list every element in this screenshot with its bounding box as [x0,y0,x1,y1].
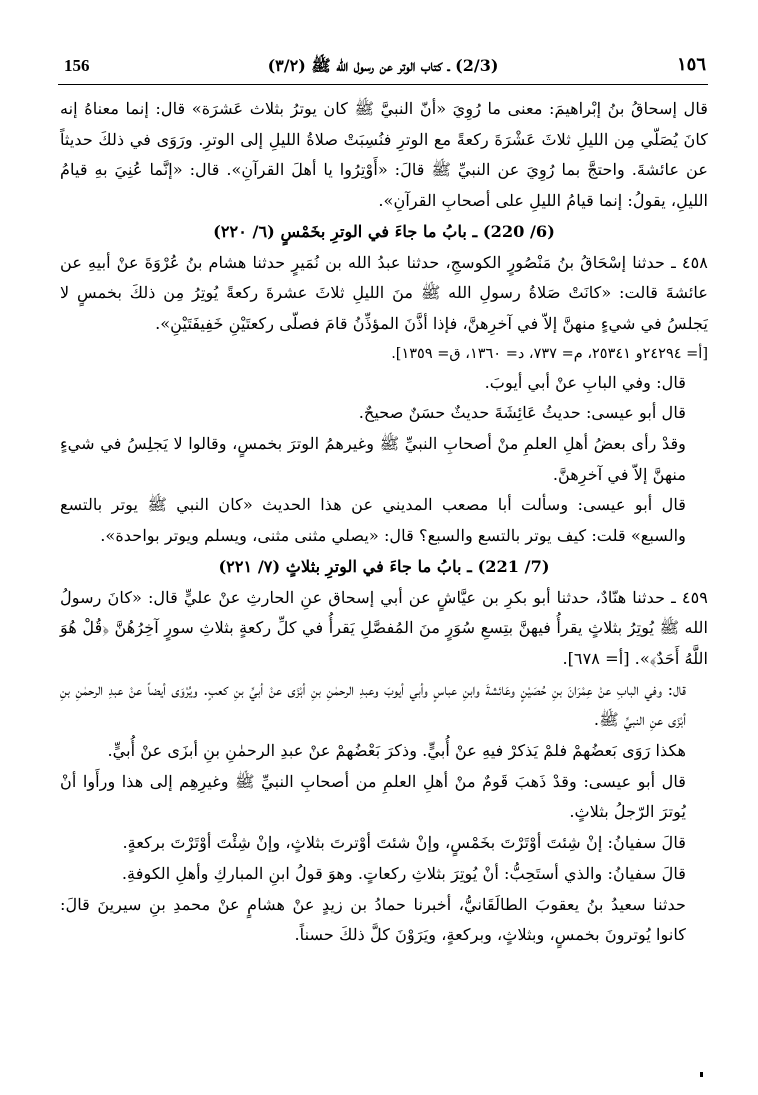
hadith-458: ٤٥٨ ـ حدثنا إسْحَاقُ بنُ مَنْصُورٍ الكوسجِ، حدثنا عبدُ الله بن نُمَيرٍ حدثنا هشام بنُ عُرْوَةَ عنْ أبيهِ عن عائشةَ قالت: «كانَتْ صَلاةُ رسولِ الله ﷺ منَ الليلِ ثلاثَ عشرةَ ركعةً يُوتِرُ مِن ذلكَ بخمسٍ لا يَجلسُ في شيءٍ منهنَّ إلاّ في آخرِهنَّ، فإذا أذَّنَ المؤذِّنُ قامَ فصلّى ركعتَيْنِ خَفِيفَتَيْنِ». [60,252,708,333]
page-header [58,52,708,85]
paragraph-sufyan-choice: قالَ سفيانُ: إنْ شِئتَ أوْتَرْتَ بخَمْسٍ، وإنْ شئتَ أوْترتَ بثلاثٍ، وإنْ شِئْتَ أوْتَرْتَ بركعةٍ. [122,833,686,853]
paragraph-abu-musab-question: قال أبو عيسى: وسألت أبا مصعب المديني عن هذا الحديث «كان النبي ﷺ يوتر بالتسع والسبع» قلت: كيف يوتر بالتسع والسبع؟ قال: «يصلي مثنى مثنى، ويسلم ويوتر بواحدة». [60,495,686,546]
paragraph-bab-narrators: قال: وفي البابِ عنْ عِمْرَانَ بنِ حُصَيْنٍ وعَائشةَ وابنِ عباسٍ وأبي أيوبَ وعبدِ الرحمٰنِ بنِ أبْزَى عنْ أبيِّ بنِ كعبٍ. ويُرْوَى أيضاً عنْ عبدِ الرحمٰنِ بنِ أبْزَى عنِ النبيِّ ﷺ. [60,679,686,730]
paragraph-witr-three-opinion: قال أبو عيسى: وقدْ ذَهبَ قَومٌ منْ أهلِ العلمِ من أصحابِ النبيِّ ﷺ وغيرِهِم إلى هذا ورأَوا أنْ يُوترَ الرّجلُ بثلاثٍ. [60,771,686,822]
chapter-heading-witr-five: (6/ 220) ـ بابُ ما جاءَ في الوترِ بخَمْسٍ (٦/ ٢٢٠) [213,221,555,241]
paragraph-ibn-sirin: حدثنا سعيدُ بنُ يعقوبَ الطالَقَانيُّ، أخبرنا حمادُ بن زيدٍ عنْ هشامٍ عنْ محمدِ بنِ سيرينَ قالَ: كانوا يُوترونَ بخمسٍ، وبثلاثٍ، وبركعةٍ، ويَرَوْنَ كلَّ ذلكَ حسناً. [60,894,686,945]
paragraph-narration-variants: هكذا رَوَى بَعضُهمْ فلمْ يَذكرْ فيهِ عنْ أُبيٍّ. وذكرَ بَعْضُهمْ عنْ عبدِ الرحمٰنِ بنِ أبزَى عنْ أُبيٍّ. [107,741,686,761]
paragraph-bab-abu-ayyub: قال: وفي البابِ عنْ أبي أيوبَ. [484,372,686,392]
footer-mark [700,1072,703,1077]
paragraph-ishaq-commentary: قال إسحاقُ بنُ إبْراهيمَ: معنى ما رُوِيَ «أنّ النبيَّ ﷺ كان يوترُ بثلاث عَشرَة» قال: إنما معناهُ إنه كانَ يُصَلّي مِن الليلِ ثلاثَ عَشْرَةَ ركعةً مع الوترِ فنُسِبَتْ صلاةُ الليلِ إلى الوترِ. ورَوَى في ذلكَ حديثاً عن عائشةَ. واحتجَّ بما رُوِيَ عن النبيِّ ﷺ قالَ: «أَوْتِرُوا يا أهلَ القرآنِ». قال: «إنَّما عُنِيَ بهِ قيامُ الليلِ، يقولُ: إنما قيامُ الليلِ على أصحابِ القرآنِ». [60,99,708,211]
chapter-heading-witr-three: (7/ 221) ـ بابُ ما جاءَ في الوترِ بثلاثٍ (٧/ ٢٢١) [218,556,550,576]
paragraph-scholars-opinion: وقدْ رأى بعضُ أهلِ العلمِ منْ أصحابِ النبيِّ ﷺ وغيرهمُ الوترَ بخمسٍ، وقالوا لا يَجلِسُ في شيءٍ منهنَّ إلاّ في آخرِهنَّ. [60,434,686,484]
page-number-arabic: ١٥٦ [676,54,706,75]
page-number-latin: 156 [64,56,90,75]
page-body [60,94,708,951]
hadith-458-reference: [أ= ٢٤٢٩٤و ٢٥٣٤١، م= ٧٣٧، د= ١٣٦٠، ق= ١٣٥٩]. [391,345,708,362]
hadith-459: ٤٥٩ ـ حدثنا هنّادٌ، حدثنا أبو بكرِ بن عيَّاشٍ عن أبي إسحاق عنِ الحارثِ عنْ عليٍّ قال: «كانَ رسولُ الله ﷺ يُوتِرُ بثلاثٍ يقرأُ فيهنَّ بتِسعِ سُوَرٍ منَ المُفصَّلِ يَقرأُ في كلِّ ركعةٍ بثلاثِ سورٍ آخِرُهُنَّ ﴿قُلْ هُوَ اللَّهُ أَحَدٌ﴾». [أ= ٦٧٨]. [60,587,708,668]
chapter-title: (2/3) ـ كتاب الوتر عن رسول الله ﷺ (٣/٢) [267,56,499,75]
paragraph-hadith-grading: قال أبو عيسى: حديثُ عَائِشَةَ حديثٌ حسَنٌ صحيحٌ. [358,403,686,423]
paragraph-sufyan-preference: قالَ سفيانُ: والذي أستَحِبُّ: أنْ يُوتِرَ بثلاثِ ركعاتٍ. وهوَ قولُ ابنِ المباركِ وأهلِ الكوفةِ. [121,863,686,883]
